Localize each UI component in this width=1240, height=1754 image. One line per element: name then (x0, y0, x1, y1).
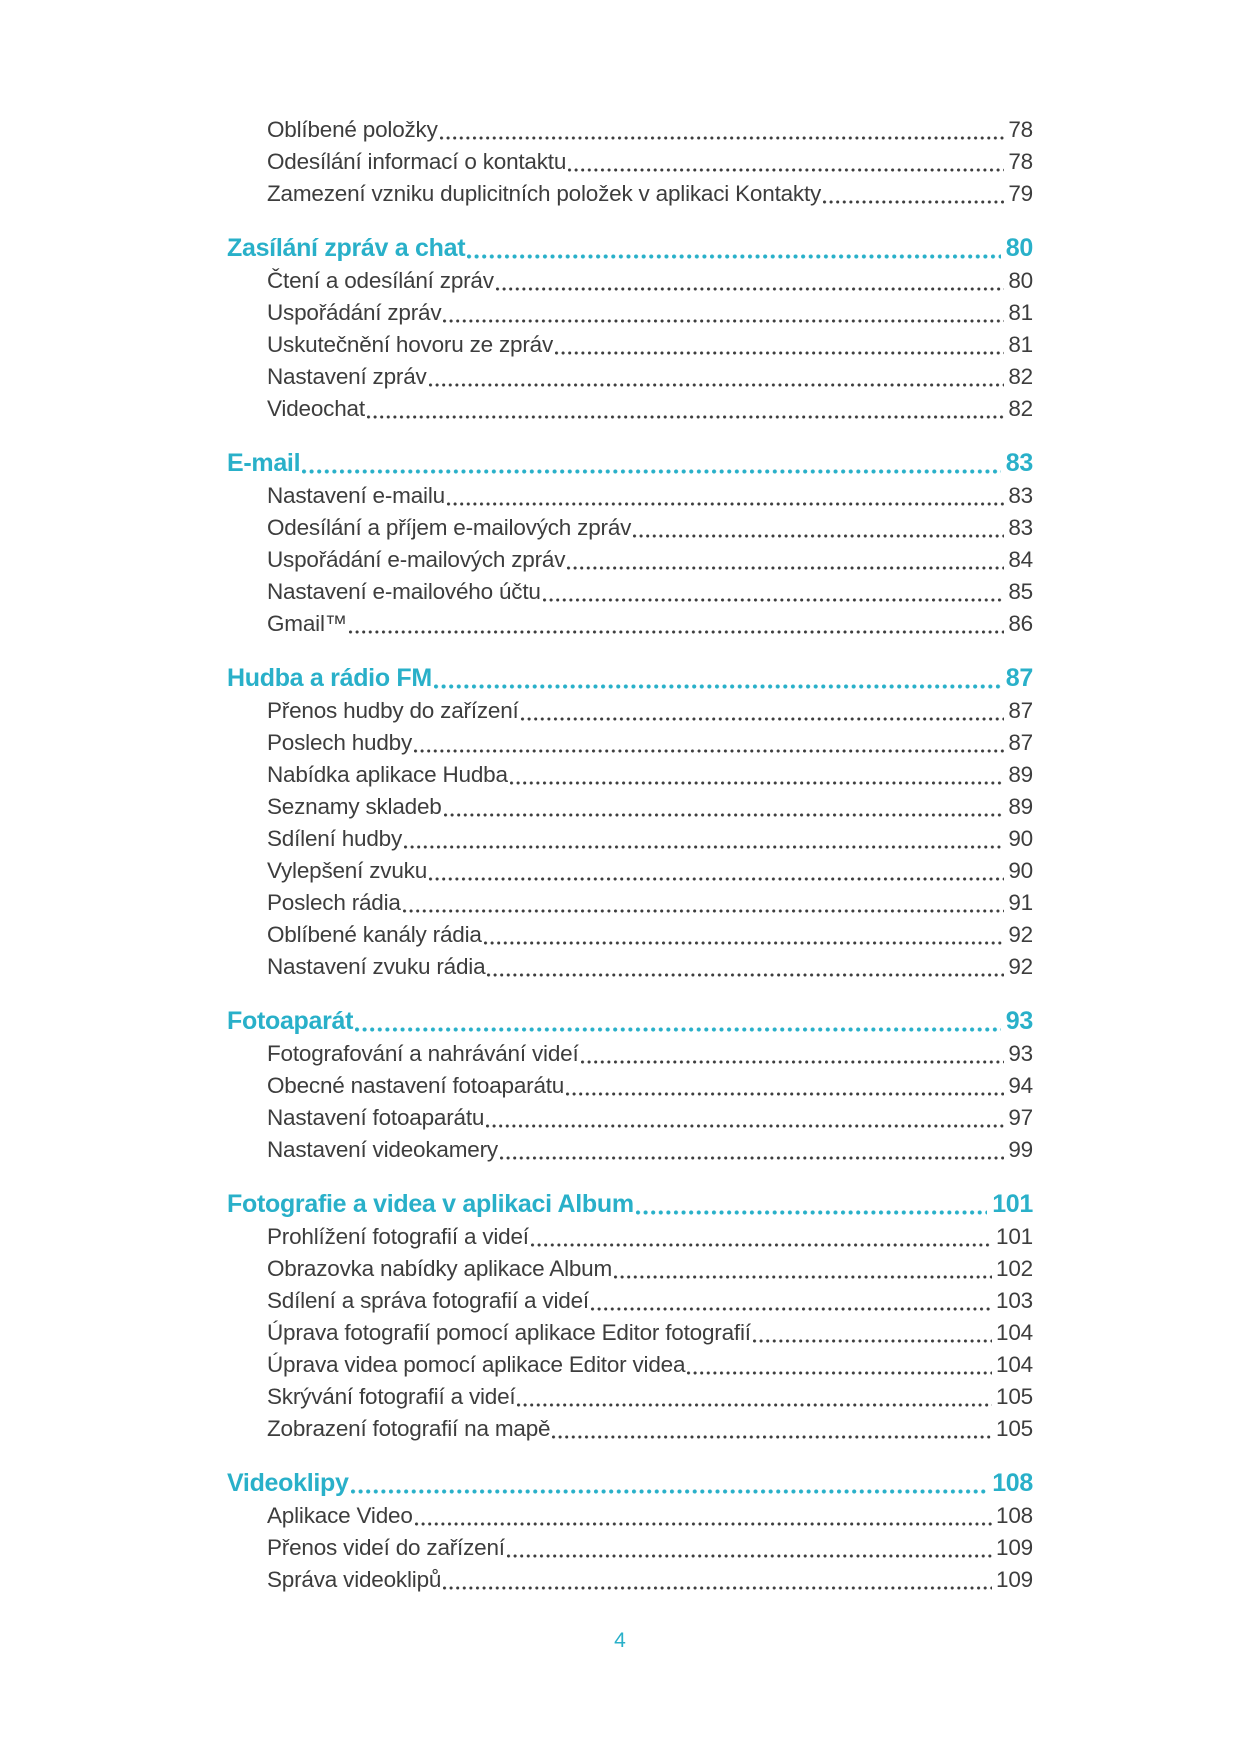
toc-section-heading[interactable] (227, 1466, 1033, 1500)
toc-entry-page: 90 (1008, 858, 1033, 883)
toc-entry-label: Správa videoklipů (267, 1567, 442, 1592)
toc-entry[interactable] (267, 727, 1033, 759)
dotted-leader (500, 1156, 1004, 1160)
toc-section-page: 83 (1005, 449, 1033, 477)
toc-entry-page: 104 (996, 1352, 1033, 1377)
dotted-leader (567, 566, 1004, 570)
dotted-leader (349, 630, 1004, 634)
toc-entry-page: 104 (996, 1320, 1033, 1345)
toc-entry-page: 78 (1008, 117, 1033, 142)
toc-entry[interactable] (267, 1221, 1033, 1253)
toc-entry[interactable] (267, 361, 1033, 393)
toc-entry-page: 99 (1008, 1137, 1033, 1162)
dotted-leader (487, 973, 1004, 977)
toc-entry-page: 94 (1008, 1073, 1033, 1098)
toc-entry[interactable] (267, 146, 1033, 178)
toc-entry[interactable] (267, 329, 1033, 361)
toc-section-page: 87 (1005, 664, 1033, 692)
toc-entry-label: Úprava fotografií pomocí aplikace Editor fotografií (267, 1320, 751, 1345)
toc-entry-label: Obrazovka nabídky aplikace Album (267, 1256, 613, 1281)
toc-entry[interactable] (267, 608, 1033, 640)
toc-entry[interactable] (267, 951, 1033, 983)
toc-section-title: Videoklipy (227, 1469, 349, 1497)
toc-entry-label: Čtení a odesílání zpráv (267, 268, 494, 293)
toc-entry-page: 92 (1008, 922, 1033, 947)
toc-section-heading[interactable] (227, 446, 1033, 480)
toc-entry-label: Poslech hudby (267, 730, 413, 755)
dotted-leader (302, 469, 1001, 474)
dotted-leader (429, 877, 1004, 881)
toc-entry-page: 87 (1008, 730, 1033, 755)
toc-entry[interactable] (267, 297, 1033, 329)
dotted-leader (510, 781, 1005, 785)
dotted-leader (440, 136, 1005, 140)
toc-section-title: Zasílání zpráv a chat (227, 234, 466, 262)
toc-entry[interactable] (267, 695, 1033, 727)
toc-entry-page: 105 (996, 1416, 1033, 1441)
toc-entry-label: Uskutečnění hovoru ze zpráv (267, 332, 554, 357)
toc-entry[interactable] (267, 1564, 1033, 1596)
dotted-leader (555, 351, 1004, 355)
dotted-leader (444, 813, 1005, 817)
dotted-leader (486, 1124, 1004, 1128)
toc-entry-page: 90 (1008, 826, 1033, 851)
toc-entry-label: Uspořádání zpráv (267, 300, 442, 325)
dotted-leader (614, 1275, 992, 1279)
toc-entry[interactable] (267, 1381, 1033, 1413)
dotted-leader (443, 319, 1004, 323)
toc-entry[interactable] (267, 1532, 1033, 1564)
toc-entry[interactable] (267, 1349, 1033, 1381)
toc-entry-label: Obecné nastavení fotoaparátu (267, 1073, 565, 1098)
dotted-leader (521, 717, 1005, 721)
dotted-leader (566, 1092, 1004, 1096)
toc-entry[interactable] (267, 1500, 1033, 1532)
toc-entry-label: Videochat (267, 396, 365, 421)
toc-entry[interactable] (267, 1102, 1033, 1134)
toc-entry-page: 93 (1008, 1041, 1033, 1066)
toc-entry[interactable] (267, 1253, 1033, 1285)
toc-entry[interactable] (267, 919, 1033, 951)
toc-entry[interactable] (267, 791, 1033, 823)
toc-entry-page: 79 (1008, 181, 1033, 206)
dotted-leader (403, 909, 1005, 913)
toc-entry-page: 81 (1008, 300, 1033, 325)
toc-entry-label: Aplikace Video (267, 1503, 413, 1528)
toc-entry-label: Nastavení e-mailového účtu (267, 579, 541, 604)
toc-entry-label: Nastavení fotoaparátu (267, 1105, 485, 1130)
toc-entry-page: 108 (996, 1503, 1033, 1528)
toc-entry-label: Úprava videa pomocí aplikace Editor videa (267, 1352, 686, 1377)
toc-entry[interactable] (267, 480, 1033, 512)
toc-entry-label: Oblíbené položky (267, 117, 438, 142)
toc-entry[interactable] (267, 393, 1033, 425)
toc-entry-label: Přenos videí do zařízení (267, 1535, 505, 1560)
toc-entry-label: Nastavení zvuku rádia (267, 954, 486, 979)
toc-entry-label: Nastavení videokamery (267, 1137, 498, 1162)
toc-entry-label: Přenos hudby do zařízení (267, 698, 519, 723)
dotted-leader (568, 168, 1004, 172)
dotted-leader (633, 534, 1004, 538)
toc-entry[interactable] (267, 759, 1033, 791)
toc-section-heading[interactable] (227, 661, 1033, 695)
dotted-leader (543, 598, 1005, 602)
dotted-leader (531, 1243, 992, 1247)
dotted-leader (429, 383, 1005, 387)
toc-section-heading[interactable] (227, 231, 1033, 265)
toc-entry-page: 82 (1008, 364, 1033, 389)
toc-entry-label: Nastavení e-mailu (267, 483, 445, 508)
toc-entry[interactable] (267, 576, 1033, 608)
toc-entry-page: 78 (1008, 149, 1033, 174)
table-of-contents (227, 114, 1033, 1596)
toc-section-title: Hudba a rádio FM (227, 664, 432, 692)
toc-section-title: E-mail (227, 449, 301, 477)
dotted-leader (467, 254, 1001, 259)
toc-entry-page: 92 (1008, 954, 1033, 979)
toc-entry-page: 81 (1008, 332, 1033, 357)
toc-entry-label: Gmail™ (267, 611, 348, 636)
toc-entry-label: Poslech rádia (267, 890, 401, 915)
toc-entry-label: Nabídka aplikace Hudba (267, 762, 508, 787)
toc-entry[interactable] (267, 114, 1033, 146)
dotted-leader (581, 1060, 1005, 1064)
toc-entry[interactable] (267, 855, 1033, 887)
toc-entry-page: 82 (1008, 396, 1033, 421)
toc-entry[interactable] (267, 1070, 1033, 1102)
toc-entry-label: Skrývání fotografií a videí (267, 1384, 516, 1409)
dotted-leader (823, 200, 1004, 204)
toc-entry-page: 102 (996, 1256, 1033, 1281)
toc-entry[interactable] (267, 1413, 1033, 1445)
dotted-leader (355, 1027, 1001, 1032)
dotted-leader (415, 1522, 992, 1526)
toc-entry-label: Sdílení a správa fotografií a videí (267, 1288, 589, 1313)
toc-entry-page: 89 (1008, 794, 1033, 819)
toc-entry-page: 83 (1008, 515, 1033, 540)
toc-entry[interactable] (267, 265, 1033, 297)
toc-entry[interactable] (267, 1134, 1033, 1166)
toc-entry-label: Odesílání informací o kontaktu (267, 149, 567, 174)
toc-entry-label: Zobrazení fotografií na mapě (267, 1416, 551, 1441)
toc-entry-label: Fotografování a nahrávání videí (267, 1041, 579, 1066)
toc-section-title: Fotoaparát (227, 1007, 354, 1035)
toc-entry-label: Seznamy skladeb (267, 794, 442, 819)
toc-entry-label: Oblíbené kanály rádia (267, 922, 482, 947)
toc-entry-page: 89 (1008, 762, 1033, 787)
dotted-leader (404, 845, 1004, 849)
dotted-leader (636, 1210, 987, 1215)
toc-entry-label: Nastavení zpráv (267, 364, 427, 389)
toc-entry-page: 80 (1008, 268, 1033, 293)
dotted-leader (753, 1339, 992, 1343)
dotted-leader (552, 1435, 992, 1439)
toc-entry-label: Sdílení hudby (267, 826, 403, 851)
toc-entry-page: 97 (1008, 1105, 1033, 1130)
dotted-leader (351, 1489, 988, 1494)
toc-entry[interactable] (267, 823, 1033, 855)
toc-section-title: Fotografie a videa v aplikaci Album (227, 1190, 634, 1218)
toc-section-page: 80 (1005, 234, 1033, 262)
toc-entry-page: 87 (1008, 698, 1033, 723)
dotted-leader (434, 684, 1001, 689)
dotted-leader (447, 502, 1004, 506)
toc-entry-page: 83 (1008, 483, 1033, 508)
toc-entry-page: 84 (1008, 547, 1033, 572)
toc-section-page: 108 (992, 1469, 1033, 1497)
toc-entry-page: 105 (996, 1384, 1033, 1409)
dotted-leader (414, 749, 1004, 753)
page-footer (0, 1629, 1240, 1653)
toc-entry[interactable] (267, 1038, 1033, 1070)
dotted-leader (507, 1554, 992, 1558)
toc-entry-label: Vylepšení zvuku (267, 858, 428, 883)
dotted-leader (367, 415, 1004, 419)
dotted-leader (496, 287, 1005, 291)
toc-section-page: 93 (1005, 1007, 1033, 1035)
toc-entry-label: Uspořádání e-mailových zpráv (267, 547, 566, 572)
toc-section-heading[interactable] (227, 1187, 1033, 1221)
toc-entry-page: 109 (996, 1567, 1033, 1592)
dotted-leader (591, 1307, 992, 1311)
dotted-leader (443, 1586, 992, 1590)
toc-section-page: 101 (992, 1190, 1033, 1218)
toc-entry-label: Odesílání a příjem e-mailových zpráv (267, 515, 632, 540)
toc-entry[interactable] (267, 544, 1033, 576)
toc-entry-page: 86 (1008, 611, 1033, 636)
toc-entry[interactable] (267, 1317, 1033, 1349)
toc-entry[interactable] (267, 887, 1033, 919)
toc-entry[interactable] (267, 1285, 1033, 1317)
toc-entry-page: 85 (1008, 579, 1033, 604)
toc-section-heading[interactable] (227, 1004, 1033, 1038)
dotted-leader (687, 1371, 992, 1375)
dotted-leader (517, 1403, 992, 1407)
toc-entry-page: 91 (1008, 890, 1033, 915)
toc-entry[interactable] (267, 512, 1033, 544)
toc-entry[interactable] (267, 178, 1033, 210)
footer-page-number: 4 (614, 1629, 626, 1652)
toc-entry-page: 109 (996, 1535, 1033, 1560)
toc-entry-page: 103 (996, 1288, 1033, 1313)
toc-entry-page: 101 (996, 1224, 1033, 1249)
dotted-leader (484, 941, 1005, 945)
toc-entry-label: Prohlížení fotografií a videí (267, 1224, 529, 1249)
toc-entry-label: Zamezení vzniku duplicitních položek v aplikaci Kontakty (267, 181, 822, 206)
